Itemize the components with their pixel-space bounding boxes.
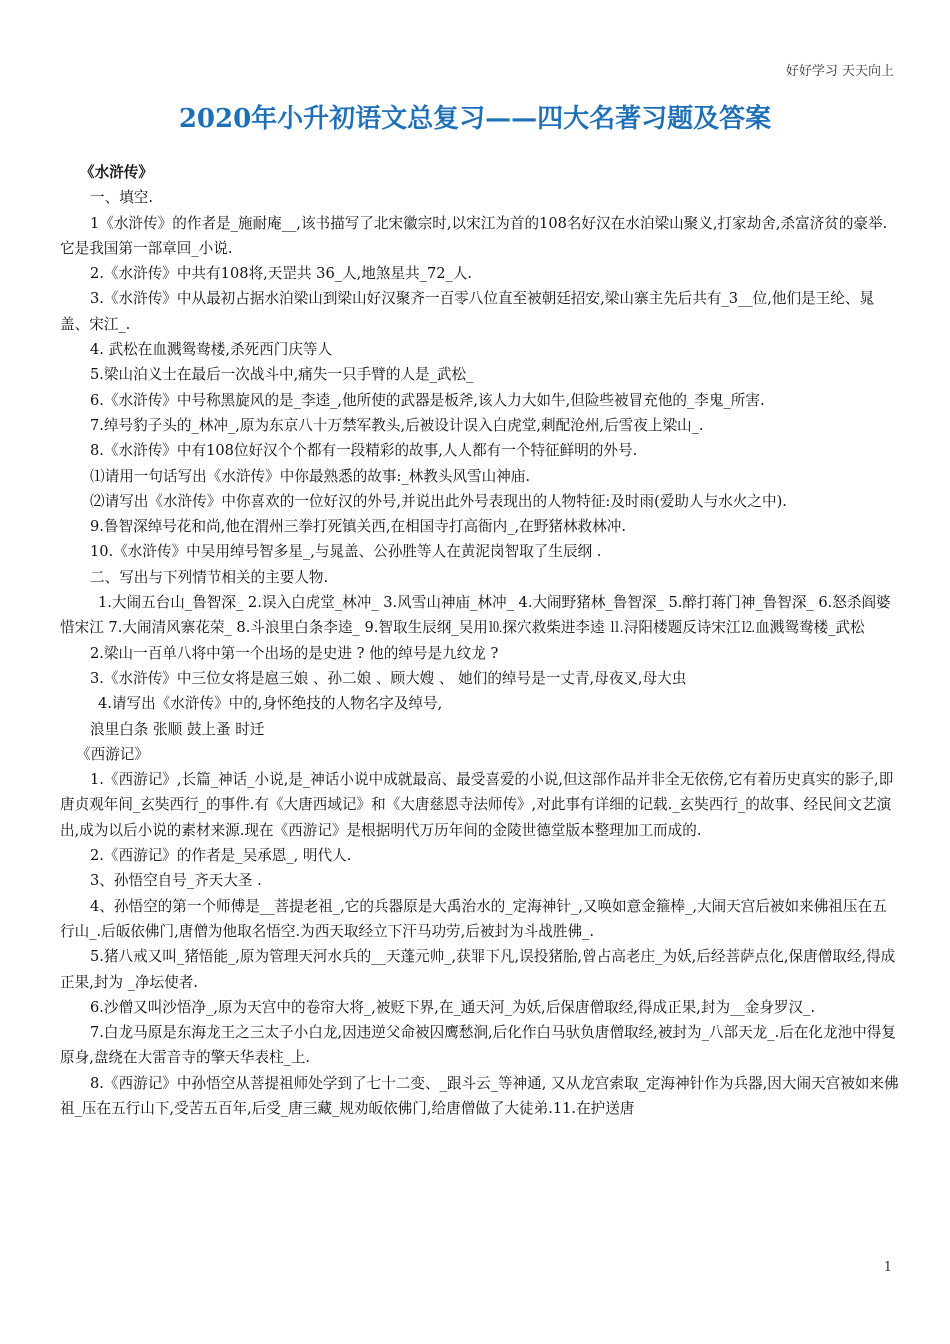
paragraph: 3.《水浒传》中从最初占据水泊梁山到梁山好汉聚齐一百零八位直至被朝廷招安,梁山寨主先后共有_3__位,他们是王纶、晁盖、宋江_. — [60, 290, 875, 333]
paragraph: ⑴请用一句话写出《水浒传》中你最熟悉的故事:_林教头风雪山神庙. — [90, 467, 531, 485]
paragraph: 8.《水浒传》中有108位好汉个个都有一段精彩的故事,人人都有一个特征鲜明的外号. — [90, 442, 638, 460]
paragraph: 5.猪八戒又叫_猪悟能_,原为管理天河水兵的__天蓬元帅_,获罪下凡,误投猪胎,曾占高老庄_为妖,后经菩萨点化,保唐僧取经,得成正果,封为 _净坛使者. — [60, 948, 896, 991]
paragraph: 4.请写出《水浒传》中的,身怀绝技的人物名字及绰号, — [98, 695, 443, 713]
paragraph: 3.《水浒传》中三位女将是扈三娘 、孙二娘 、顾大嫂 、 她们的绰号是一丈青,母夜叉,母大虫 — [90, 669, 687, 687]
paragraph: 7.白龙马原是东海龙王之三太子小白龙,因违逆父命被囚鹰愁涧,后化作白马驮负唐僧取经,被封为_八部天龙_.后在化龙池中得复原身,盘绕在大雷音寺的擎天华表柱_上. — [60, 1024, 896, 1067]
paragraph: ⑵请写出《水浒传》中你喜欢的一位好汉的外号,并说出此外号表现出的人物特征:及时雨(爱助人与水火之中). — [90, 492, 787, 510]
section-heading-shuihu: 《水浒传》 — [80, 164, 153, 181]
paragraph: 二、写出与下列情节相关的主要人物. — [90, 568, 329, 586]
paragraph: 6.《水浒传》中号称黑旋风的是_李逵_,他所使的武器是板斧,该人力大如牛,但险些被冒充他的_李鬼_所害. — [90, 391, 765, 409]
paragraph: 1.大闹五台山_鲁智深_ 2.误入白虎堂_林冲_ 3.风雪山神庙_林冲_ 4.大闹野猪林_鲁智深_ 5.醉打蒋门神_鲁智深_ 6.怒杀阎婆惜宋江 7.大闹清风寨花荣_ 8.斗浪里白条李逵_ 9.智取生辰纲_吴用⒑探穴救柴进李逵 ⒒浔阳楼题反诗宋江⒓血溅鸳鸯楼_武松 — [60, 594, 891, 637]
paragraph: 2.《西游记》的作者是_吴承恩_, 明代人. — [90, 847, 352, 865]
paragraph: 7.绰号豹子头的_林冲_,原为东京八十万禁军教头,后被设计误入白虎堂,刺配沧州,后雪夜上梁山_. — [90, 416, 704, 434]
paragraph: 4. 武松在血溅鸳鸯楼,杀死西门庆等人 — [90, 341, 333, 359]
page-number: 1 — [883, 1260, 892, 1275]
document-body — [60, 160, 900, 1121]
paragraph: 2.《水浒传》中共有108将,天罡共 36_人,地煞星共_72_人. — [90, 265, 473, 283]
paragraph: 10.《水浒传》中吴用绰号智多星_,与晁盖、公孙胜等人在黄泥岗智取了生辰纲 . — [90, 543, 602, 561]
header-motto: 好好学习 天天向上 — [785, 64, 894, 79]
paragraph: 一、填空. — [90, 189, 154, 207]
section-heading-xiyou: 《西游记》 — [76, 745, 149, 763]
paragraph: 9.鲁智深绰号花和尚,他在渭州三拳打死镇关西,在相国寺打高衙内_,在野猪林救林冲. — [90, 518, 626, 536]
paragraph: 4、孙悟空的第一个师傅是__菩提老祖_,它的兵器原是大禹治水的_定海神针_,又唤如意金箍棒_,大闹天宫后被如来佛祖压在五行山_.后皈依佛门,唐僧为他取名悟空.为西天取经立下汗马功劳,后被封为斗战胜佛_. — [60, 897, 887, 940]
paragraph: 浪里白条 张顺 鼓上蚤 时迁 — [90, 720, 265, 738]
paragraph: 6.沙僧又叫沙悟净_,原为天宫中的卷帘大将_,被贬下界,在_通天河_为妖,后保唐僧取经,得成正果,封为__金身罗汉_. — [90, 998, 816, 1016]
paragraph: 3、孙悟空自号_齐天大圣 . — [90, 872, 262, 890]
page-title: 2020年小升初语文总复习——四大名著习题及答案 — [178, 104, 772, 134]
paragraph: 8.《西游记》中孙悟空从菩提祖师处学到了七十二变、_跟斗云_等神通, 又从龙宫索取_定海神针作为兵器,因大闹天宫被如来佛祖_压在五行山下,受苦五百年,后受_唐三藏_规劝皈依佛门,给唐僧做了大徒弟.11.在护送唐 — [60, 1074, 899, 1117]
paragraph: 1.《西游记》,长篇_神话_小说,是_神话小说中成就最高、最受喜爱的小说,但这部作品并非全无依傍,它有着历史真实的影子,即唐贞观年间_玄奘西行_的事件.有《大唐西域记》和《大唐慈恩寺法师传》,对此事有详细的记载._玄奘西行_的故事、经民间文艺演出,成为以后小说的素材来源.现在《西游记》是根据明代万历年间的金陵世德堂版本整理加工而成的. — [60, 771, 894, 839]
paragraph: 1《水浒传》的作者是_施耐庵__,该书描写了北宋徽宗时,以宋江为首的108名好汉在水泊梁山聚义,打家劫舍,杀富济贫的豪举.它是我国第一部章回_小说. — [60, 214, 888, 257]
paragraph: 2.梁山一百单八将中第一个出场的是史进 ? 他的绰号是九纹龙 ? — [90, 644, 499, 662]
paragraph: 5.梁山泊义士在最后一次战斗中,痛失一只手臂的人是_武松_ — [90, 366, 474, 384]
